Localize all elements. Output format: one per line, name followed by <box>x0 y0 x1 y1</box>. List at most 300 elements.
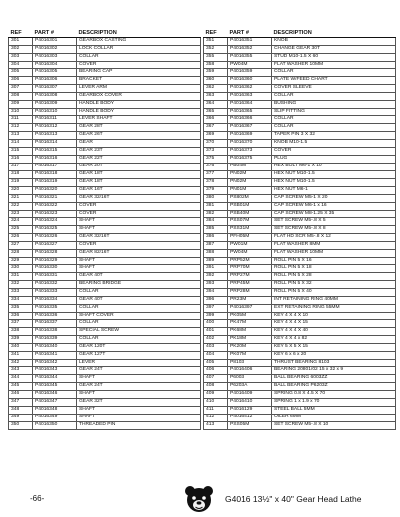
table-row <box>204 351 396 359</box>
part-number-cell: P4016317 <box>33 163 77 171</box>
ref-cell: 363 <box>204 92 228 100</box>
ref-cell: 391 <box>204 265 228 273</box>
part-number-cell: P4016339 <box>33 336 77 344</box>
part-number-cell: PR23M <box>228 296 272 304</box>
part-number-cell: PSS07M <box>228 218 272 226</box>
part-number-cell: P4016328 <box>33 249 77 257</box>
table-row <box>204 281 396 289</box>
part-number-cell: P4016363 <box>228 92 272 100</box>
table-row <box>9 367 201 375</box>
ref-cell: 323 <box>9 210 33 218</box>
table-row <box>9 336 201 344</box>
ref-cell: 312 <box>9 124 33 132</box>
part-number-cell: P4016303 <box>33 53 77 61</box>
part-number-cell: P4016348 <box>33 406 77 414</box>
description-cell: TAPER PIN 3 X 32 <box>272 132 396 140</box>
description-cell: GEAR 23T <box>77 147 201 155</box>
ref-cell: 397 <box>204 304 228 312</box>
ref-cell: 303 <box>9 53 33 61</box>
part-number-cell: P4016352 <box>228 45 272 53</box>
table-row <box>204 194 396 202</box>
description-cell: STUD M10-1.5 X 60 <box>272 53 396 61</box>
part-number-cell: P4016312 <box>33 124 77 132</box>
description-cell: GEAR 32/16T <box>77 194 201 202</box>
part-number-cell: P4016406 <box>228 367 272 375</box>
table-row <box>204 100 396 108</box>
ref-cell: 411 <box>204 406 228 414</box>
description-cell: GEAR 32/16T <box>77 234 201 242</box>
ref-cell: 387 <box>204 241 228 249</box>
table-row <box>204 85 396 93</box>
part-number-cell: P4016410 <box>228 398 272 406</box>
description-cell: ROLL PIN 5 X 16 <box>272 257 396 265</box>
description-cell: CAP SCREW M5-1 X 20 <box>272 194 396 202</box>
table-row <box>204 336 396 344</box>
table-row <box>9 100 201 108</box>
table-header-row <box>204 29 396 38</box>
table-row <box>204 139 396 147</box>
description-cell: STEEL BALL 5MM <box>272 406 396 414</box>
ref-cell: 343 <box>9 367 33 375</box>
ref-cell: 378 <box>204 179 228 187</box>
ref-cell: 408 <box>204 383 228 391</box>
table-row <box>9 38 201 46</box>
part-number-cell: P4016370 <box>228 139 272 147</box>
part-number-cell: P4016301 <box>33 38 77 46</box>
description-cell: SHAFT <box>77 375 201 383</box>
part-number-cell: PSS31M <box>228 226 272 234</box>
table-header-row <box>9 29 201 38</box>
description-cell: GEARBOX COVER <box>77 92 201 100</box>
table-row <box>9 163 201 171</box>
ref-cell: 366 <box>204 116 228 124</box>
table-row <box>9 241 201 249</box>
ref-cell: 345 <box>9 383 33 391</box>
table-row <box>204 124 396 132</box>
description-cell: PLUG <box>272 155 396 163</box>
part-number-cell: P4016305 <box>33 69 77 77</box>
ref-cell: 319 <box>9 179 33 187</box>
table-row <box>9 328 201 336</box>
ref-cell: 306 <box>9 77 33 85</box>
description-cell: GEAR 22T <box>77 155 201 163</box>
table-row <box>9 390 201 398</box>
ref-cell: 403 <box>204 343 228 351</box>
ref-cell: 318 <box>9 171 33 179</box>
part-number-cell: PRP70M <box>228 265 272 273</box>
description-cell: HANDLE BODY <box>77 108 201 116</box>
part-number-cell: PK05M <box>228 312 272 320</box>
part-number-cell: PB04M <box>228 163 272 171</box>
part-number-cell: P4016331 <box>33 273 77 281</box>
description-cell: LOCK COLLAR <box>77 45 201 53</box>
ref-cell: 350 <box>9 422 33 430</box>
ref-cell: 375 <box>204 155 228 163</box>
ref-cell: 335 <box>9 304 33 312</box>
table-row <box>9 234 201 242</box>
part-number-cell: P4016310 <box>33 108 77 116</box>
part-number-cell: P4016333 <box>33 289 77 297</box>
description-cell: GEAR 40T <box>77 296 201 304</box>
part-number-cell: P4016351 <box>228 38 272 46</box>
part-number-cell: P4016304 <box>33 61 77 69</box>
part-number-cell: P4016311 <box>33 116 77 124</box>
description-cell: COLLAR <box>77 289 201 297</box>
part-number-cell: PK07M <box>228 351 272 359</box>
description-cell: BRACKET <box>77 77 201 85</box>
ref-cell: 402 <box>204 336 228 344</box>
part-number-cell: PFH05M <box>228 234 272 242</box>
description-cell: SHAFT <box>77 406 201 414</box>
ref-cell: 341 <box>9 351 33 359</box>
page-footer <box>0 480 400 516</box>
description-cell: KEY 4 X 4 X 40 <box>272 328 396 336</box>
description-cell: GEAR <box>77 139 201 147</box>
table-row <box>9 218 201 226</box>
ref-cell: 338 <box>9 328 33 336</box>
part-number-cell: PK68M <box>228 328 272 336</box>
part-number-cell: PN01M <box>228 187 272 195</box>
table-row <box>204 328 396 336</box>
description-cell: OILER 6MM <box>272 414 396 422</box>
ref-cell: 346 <box>9 390 33 398</box>
ref-cell: 322 <box>9 202 33 210</box>
part-number-cell: P4016319 <box>33 179 77 187</box>
ref-cell: 302 <box>9 45 33 53</box>
model-title: G4016 13½" x 40" Gear Head Lathe <box>225 494 362 504</box>
description-cell: BALL BEARING P6203Z <box>272 383 396 391</box>
description-cell: BALL BEARING 6003ZZ <box>272 375 396 383</box>
description-cell: COLLAR <box>272 124 396 132</box>
table-row <box>9 296 201 304</box>
description-cell: GEAR 18T <box>77 179 201 187</box>
table-row <box>204 414 396 422</box>
table-row <box>9 249 201 257</box>
part-number-cell: P6003 <box>228 375 272 383</box>
grizzly-bear-logo-icon <box>183 484 215 514</box>
part-number-cell: P4016366 <box>228 116 272 124</box>
description-cell: COVER <box>77 202 201 210</box>
ref-cell: 330 <box>9 265 33 273</box>
part-number-cell: P4016364 <box>228 100 272 108</box>
table-row <box>9 383 201 391</box>
ref-cell: 384 <box>204 218 228 226</box>
ref-cell: 308 <box>9 92 33 100</box>
description-cell: SPRING 1 x 1.9 x 70 <box>272 398 396 406</box>
table-row <box>9 265 201 273</box>
ref-cell: 376 <box>204 163 228 171</box>
table-row <box>204 312 396 320</box>
description-cell: SET SCREW M5-.8 X 8 <box>272 226 396 234</box>
table-row <box>204 406 396 414</box>
description-cell: KEY 5 X 5 X 15 <box>272 343 396 351</box>
ref-cell: 351 <box>204 38 228 46</box>
description-cell: THREADED PIN <box>77 422 201 430</box>
table-row <box>9 116 201 124</box>
description-cell: HEX BOLT M6-1 X 10 <box>272 163 396 171</box>
description-cell: KEY 6 x 6 x 20 <box>272 351 396 359</box>
ref-cell: 337 <box>9 320 33 328</box>
table-row <box>204 273 396 281</box>
description-cell: COLLAR <box>77 53 201 61</box>
parts-table-right <box>203 29 396 430</box>
ref-cell: 410 <box>204 398 228 406</box>
part-number-cell: P4016302 <box>33 45 77 53</box>
ref-cell: 331 <box>9 273 33 281</box>
description-cell: COLLAR <box>272 92 396 100</box>
table-row <box>204 155 396 163</box>
table-row <box>204 375 396 383</box>
description-cell: HANDLE BODY <box>77 100 201 108</box>
table-row <box>204 367 396 375</box>
description-cell: GEAR 127T <box>77 351 201 359</box>
ref-cell: 406 <box>204 367 228 375</box>
description-cell: GEAR 82/16T <box>77 249 201 257</box>
ref-cell: 340 <box>9 343 33 351</box>
table-row <box>9 281 201 289</box>
table-row <box>9 375 201 383</box>
table-row <box>9 406 201 414</box>
ref-cell: 367 <box>204 124 228 132</box>
part-number-header: PART # <box>228 29 272 38</box>
part-number-cell: P4016322 <box>33 202 77 210</box>
description-cell: GEAR 24T <box>77 383 201 391</box>
description-cell: KEY 4 X 4 X 10 <box>272 312 396 320</box>
table-row <box>9 226 201 234</box>
ref-cell: 394 <box>204 289 228 297</box>
part-number-cell: P4016344 <box>33 375 77 383</box>
part-number-cell: P4016313 <box>33 132 77 140</box>
table-row <box>9 108 201 116</box>
description-cell: HEX NUT M10-1.5 <box>272 171 396 179</box>
part-number-cell: P4016316 <box>33 155 77 163</box>
description-cell: LEVER SHAFT <box>77 116 201 124</box>
table-row <box>204 163 396 171</box>
description-cell: LEVER <box>77 359 201 367</box>
description-cell: SHAFT <box>77 218 201 226</box>
ref-cell: 329 <box>9 257 33 265</box>
description-cell: SHAFT <box>77 257 201 265</box>
description-cell: KNOB <box>272 38 396 46</box>
ref-cell: 362 <box>204 85 228 93</box>
table-row <box>9 414 201 422</box>
ref-cell: 396 <box>204 296 228 304</box>
ref-cell: 349 <box>9 414 33 422</box>
part-number-cell: P4016337 <box>33 320 77 328</box>
ref-cell: 377 <box>204 171 228 179</box>
table-row <box>9 289 201 297</box>
ref-cell: 305 <box>9 69 33 77</box>
table-row <box>204 304 396 312</box>
table-row <box>9 171 201 179</box>
part-number-cell: P4016326 <box>33 234 77 242</box>
description-cell: COLLAR <box>77 304 201 312</box>
ref-cell: 405 <box>204 359 228 367</box>
part-number-cell: P4016325 <box>33 226 77 234</box>
table-row <box>9 69 201 77</box>
description-cell: COLLAR <box>272 69 396 77</box>
table-row <box>9 422 201 430</box>
part-number-cell: P4016336 <box>33 312 77 320</box>
ref-cell: 388 <box>204 249 228 257</box>
ref-cell: 309 <box>9 100 33 108</box>
ref-cell: 399 <box>204 312 228 320</box>
part-number-cell: P4016373 <box>228 147 272 155</box>
table-row <box>204 69 396 77</box>
ref-cell: 321 <box>9 194 33 202</box>
part-number-cell: P4016315 <box>33 147 77 155</box>
ref-cell: 413 <box>204 422 228 430</box>
ref-cell: 381 <box>204 202 228 210</box>
part-number-cell: PRP52M <box>228 257 272 265</box>
part-number-cell: PK20M <box>228 343 272 351</box>
description-cell: COVER <box>77 61 201 69</box>
description-cell: SHAFT <box>77 265 201 273</box>
ref-cell: 304 <box>9 61 33 69</box>
part-number-cell: P4016314 <box>33 139 77 147</box>
part-number-cell: P4016308 <box>33 92 77 100</box>
part-number-cell: P4016350 <box>33 422 77 430</box>
part-number-cell: P4016375 <box>228 155 272 163</box>
table-row <box>9 77 201 85</box>
table-row <box>204 218 396 226</box>
part-number-cell: P4016327 <box>33 241 77 249</box>
table-row <box>9 92 201 100</box>
ref-cell: 404 <box>204 351 228 359</box>
ref-cell: 310 <box>9 108 33 116</box>
parts-table-left <box>8 29 201 430</box>
ref-cell: 359 <box>204 69 228 77</box>
table-row <box>9 124 201 132</box>
table-row <box>9 179 201 187</box>
part-number-cell: P4016129 <box>228 406 272 414</box>
part-number-cell: P4016324 <box>33 218 77 226</box>
ref-cell: 373 <box>204 147 228 155</box>
ref-cell: 370 <box>204 139 228 147</box>
table-row <box>204 289 396 297</box>
part-number-cell: PRP27M <box>228 273 272 281</box>
table-row <box>204 390 396 398</box>
part-number-cell: P4016346 <box>33 390 77 398</box>
description-cell: CHANGE GEAR 30T <box>272 45 396 53</box>
ref-cell: 347 <box>9 398 33 406</box>
description-cell: HEX NUT M10-1.5 <box>272 179 396 187</box>
description-header: DESCRIPTION <box>272 29 396 38</box>
ref-cell: 364 <box>204 100 228 108</box>
description-cell: GEAR 18T <box>77 171 201 179</box>
description-cell: EXT RETAINING RING 55MM <box>272 304 396 312</box>
part-number-cell: P4016355 <box>228 53 272 61</box>
ref-cell: 314 <box>9 139 33 147</box>
ref-cell: 307 <box>9 85 33 93</box>
part-number-cell: P4016409 <box>228 390 272 398</box>
ref-cell: 348 <box>9 406 33 414</box>
description-cell: SHAFT <box>77 414 201 422</box>
ref-cell: 328 <box>9 249 33 257</box>
table-row <box>9 359 201 367</box>
part-number-cell: PSS05M <box>228 422 272 430</box>
table-row <box>204 422 396 430</box>
ref-cell: 355 <box>204 53 228 61</box>
description-cell: GEAR 120T <box>77 343 201 351</box>
table-row <box>204 296 396 304</box>
part-number-cell: PS802M <box>228 194 272 202</box>
part-number-cell: P4016365 <box>228 108 272 116</box>
description-cell: BUSHING <box>272 100 396 108</box>
table-row <box>204 202 396 210</box>
part-number-cell: P4016342 <box>33 359 77 367</box>
ref-cell: 409 <box>204 390 228 398</box>
description-cell: CAP SCREW M6-1 x 16 <box>272 202 396 210</box>
part-number-cell: P4016309 <box>33 100 77 108</box>
description-cell: FLAT HD SCR M5-.8 X 12 <box>272 234 396 242</box>
description-cell: FLAT WASHER 10MM <box>272 61 396 69</box>
description-cell: GEAR 16T <box>77 187 201 195</box>
part-number-cell: P4016369 <box>228 132 272 140</box>
table-row <box>204 77 396 85</box>
part-number-cell: P4016412 <box>228 414 272 422</box>
part-number-cell: P4016341 <box>33 351 77 359</box>
part-number-header: PART # <box>33 29 77 38</box>
ref-header: REF <box>204 29 228 38</box>
description-cell: ROLL PIN 5 X 28 <box>272 273 396 281</box>
description-cell: COLLAR <box>272 116 396 124</box>
description-cell: SPECIAL SCREW <box>77 328 201 336</box>
ref-cell: 325 <box>9 226 33 234</box>
description-cell: BEARING 20801/02 15 x 32 x 9 <box>272 367 396 375</box>
ref-header: REF <box>9 29 33 38</box>
table-row <box>9 351 201 359</box>
part-number-cell: PRP28M <box>228 289 272 297</box>
part-number-cell: P4016349 <box>33 414 77 422</box>
ref-cell: 382 <box>204 210 228 218</box>
table-row <box>9 202 201 210</box>
table-row <box>9 304 201 312</box>
table-row <box>204 187 396 195</box>
ref-cell: 365 <box>204 108 228 116</box>
ref-cell: 316 <box>9 155 33 163</box>
description-cell: SLIP FITTING <box>272 108 396 116</box>
description-cell: KNOB M10-1.5 <box>272 139 396 147</box>
part-number-cell: PN02M <box>228 179 272 187</box>
description-cell: GEAR 20T <box>77 163 201 171</box>
table-row <box>204 320 396 328</box>
part-number-cell: P4016318 <box>33 171 77 179</box>
ref-cell: 326 <box>9 234 33 242</box>
ref-cell: 333 <box>9 289 33 297</box>
part-number-cell: P4016362 <box>228 85 272 93</box>
description-cell: THRUST BEARING 8103 <box>272 359 396 367</box>
table-row <box>204 171 396 179</box>
part-number-cell: P4016329 <box>33 257 77 265</box>
table-row <box>9 343 201 351</box>
table-row <box>204 359 396 367</box>
part-number-cell: P4016307 <box>33 85 77 93</box>
table-row <box>204 45 396 53</box>
description-cell: COVER <box>272 147 396 155</box>
table-row <box>204 343 396 351</box>
ref-cell: 327 <box>9 241 33 249</box>
part-number-cell: P6203A <box>228 383 272 391</box>
ref-cell: 380 <box>204 194 228 202</box>
ref-cell: 386 <box>204 234 228 242</box>
table-row <box>204 265 396 273</box>
part-number-cell: PW04M <box>228 249 272 257</box>
ref-cell: 339 <box>9 336 33 344</box>
part-number-cell: P4016397 <box>228 304 272 312</box>
description-cell: GEARBOX CASTING <box>77 38 201 46</box>
ref-cell: 315 <box>9 147 33 155</box>
